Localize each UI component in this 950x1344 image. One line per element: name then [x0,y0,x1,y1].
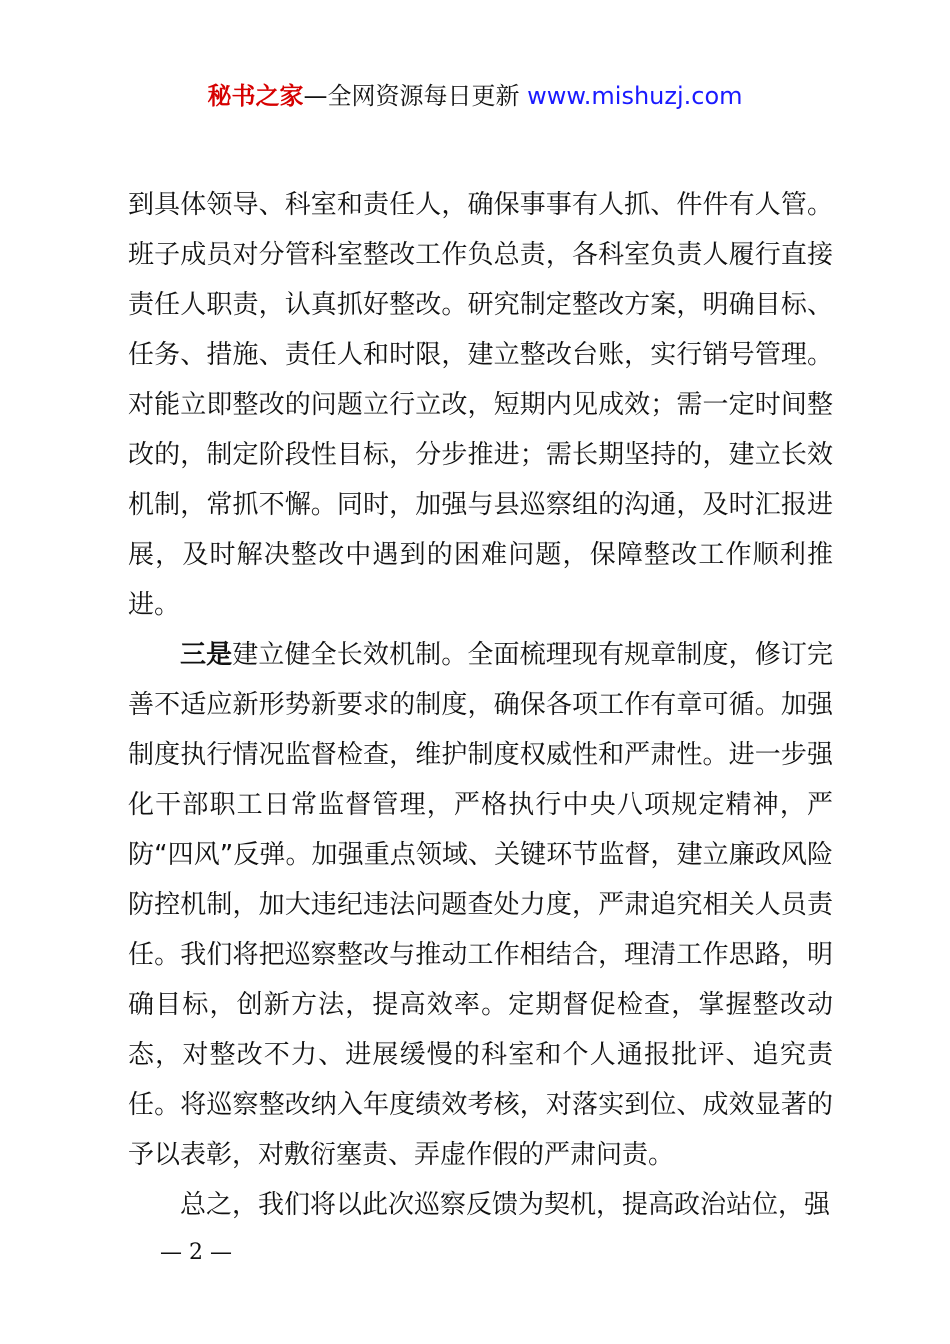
paragraph-2-text: 建立健全长效机制。全面梳理现有规章制度，修订完善不适应新形势新要求的制度，确保各项工作有章可循。加强制度执行情况监督检查，维护制度权威性和严肃性。进一步强化干部职工日常监督管理，严格执行中央八项规定精神，严防“四风”反弹。加强重点领域、关键环节监督，建立廉政风险防控机制，加大违纪违法问题查处力度，严肃追究相关人员责任。我们将把巡察整改与推动工作相结合，理清工作思路，明确目标，创新方法，提高效率。定期督促检查，掌握整改动态，对整改不力、进展缓慢的科室和个人通报批评、追究责任。将巡察整改纳入年度绩效考核，对落实到位、成效显著的予以表彰，对敷衍塞责、弄虚作假的严肃问责。 [128,640,833,1170]
site-url-link[interactable]: www.mishuzj.com [527,82,743,110]
site-header [0,78,950,114]
header-tagline: —全网资源每日更新 [303,82,528,110]
paragraph-2 [128,630,833,1180]
paragraph-1: 到具体领导、科室和责任人，确保事事有人抓、件件有人管。班子成员对分管科室整改工作负总责，各科室负责人履行直接责任人职责，认真抓好整改。研究制定整改方案，明确目标、任务、措施、责任人和时限，建立整改台账，实行销号管理。对能立即整改的问题立行立改，短期内见成效；需一定时间整改的，制定阶段性目标，分步推进；需长期坚持的，建立长效机制，常抓不懈。同时，加强与县巡察组的沟通，及时汇报进展，及时解决整改中遇到的困难问题，保障整改工作顺利推进。 [128,190,833,620]
paragraph-2-lead: 三是 [180,640,233,670]
paragraph-3: 总之，我们将以此次巡察反馈为契机，提高政治站位，强 [180,1190,831,1220]
page-number: — 2 — [160,1240,232,1265]
document-body [128,180,833,1230]
brand-name: 秘书之家 [207,82,304,110]
